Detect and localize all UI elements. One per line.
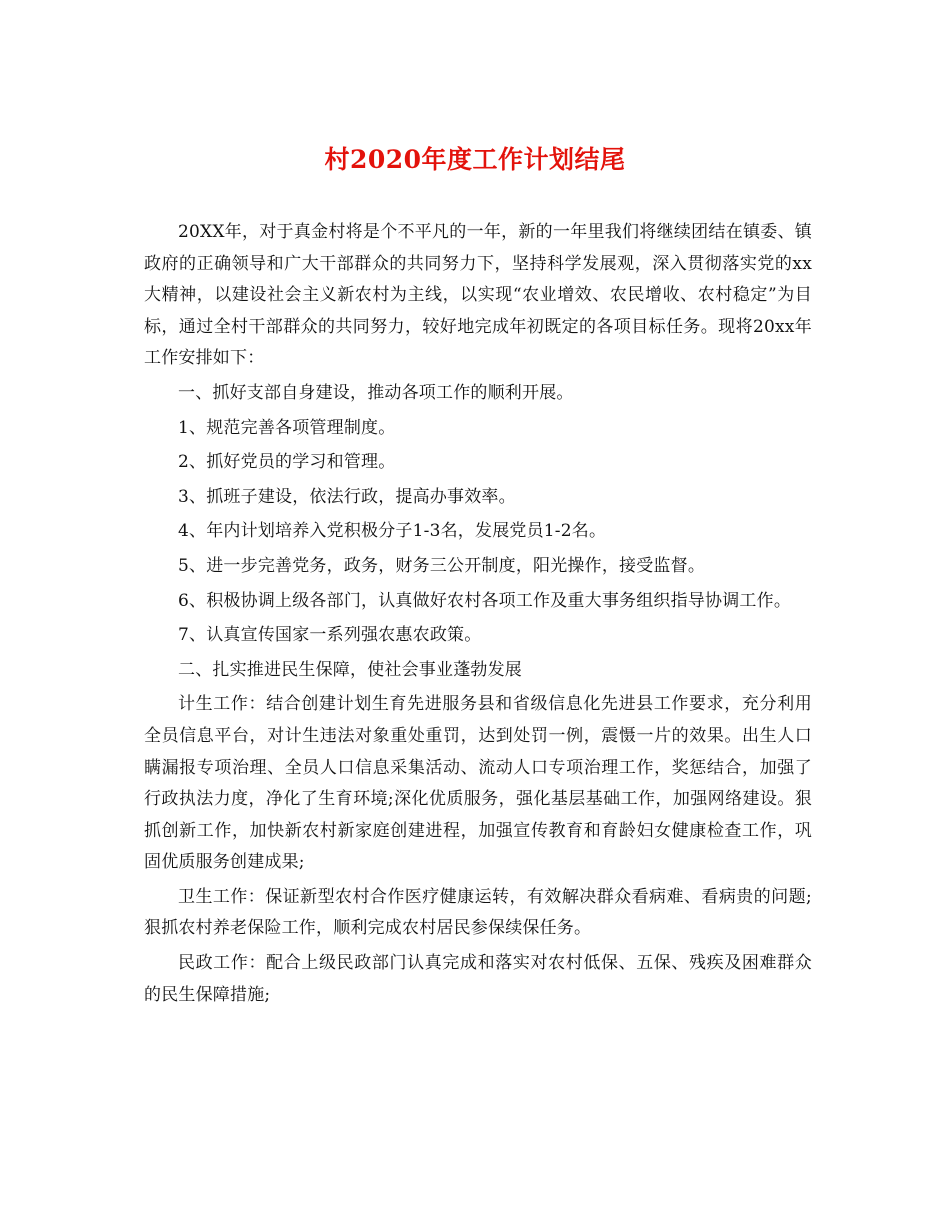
intro-paragraph: 20XX年，对于真金村将是个不平凡的一年，新的一年里我们将继续团结在镇委、镇政府的正确领导和广大干部群众的共同努力下，坚持科学发展观，深入贯彻落实党的xx大精神，以建设社会主义新农村为主线，以实现“农业增效、农民增收、农村稳定”为目标，通过全村干部群众的共同努力，较好地完成年初既定的各项目标任务。现将20xx年工作安排如下： (144, 222, 812, 369)
list-item-7: 7、认真宣传国家一系列强农惠农政策。 (178, 625, 482, 646)
document-body (144, 217, 812, 1011)
list-item-3: 3、抓班子建设，依法行政，提高办事效率。 (178, 486, 516, 507)
list-item-6: 6、积极协调上级各部门，认真做好农村各项工作及重大事务组织指导协调工作。 (178, 590, 792, 611)
health-paragraph: 卫生工作：保证新型农村合作医疗健康运转，有效解决群众看病难、看病贵的问题;狠抓农村养老保险工作，顺利完成农村居民参保续保任务。 (144, 886, 812, 939)
family-planning-paragraph: 计生工作：结合创建计划生育先进服务县和省级信息化先进县工作要求，充分利用全员信息平台，对计生违法对象重处重罚，达到处罚一例，震慑一片的效果。出生人口瞒漏报专项治理、全员人口信息采集活动、流动人口专项治理工作，奖惩结合，加强了行政执法力度，净化了生育环境;深化优质服务，强化基层基础工作，加强网络建设。狠抓创新工作，加快新农村新家庭创建进程，加强宣传教育和育龄妇女健康检查工作，巩固优质服务创建成果; (144, 694, 812, 873)
list-item-5: 5、进一步完善党务，政务，财务三公开制度，阳光操作，接受监督。 (178, 555, 706, 576)
document-title: 村2020年度工作计划结尾 (324, 145, 626, 174)
section-heading-2: 二、扎实推进民生保障，使社会事业蓬勃发展 (178, 659, 522, 680)
section-heading-1: 一、抓好支部自身建设，推动各项工作的顺利开展。 (178, 382, 574, 403)
civil-affairs-paragraph: 民政工作：配合上级民政部门认真完成和落实对农村低保、五保、残疾及困难群众的民生保障措施; (144, 953, 812, 1005)
list-item-2: 2、抓好党员的学习和管理。 (178, 452, 396, 473)
list-item-4: 4、年内计划培养入党积极分子1-3名，发展党员1-2名。 (178, 521, 607, 542)
list-item-1: 1、规范完善各项管理制度。 (178, 417, 396, 438)
